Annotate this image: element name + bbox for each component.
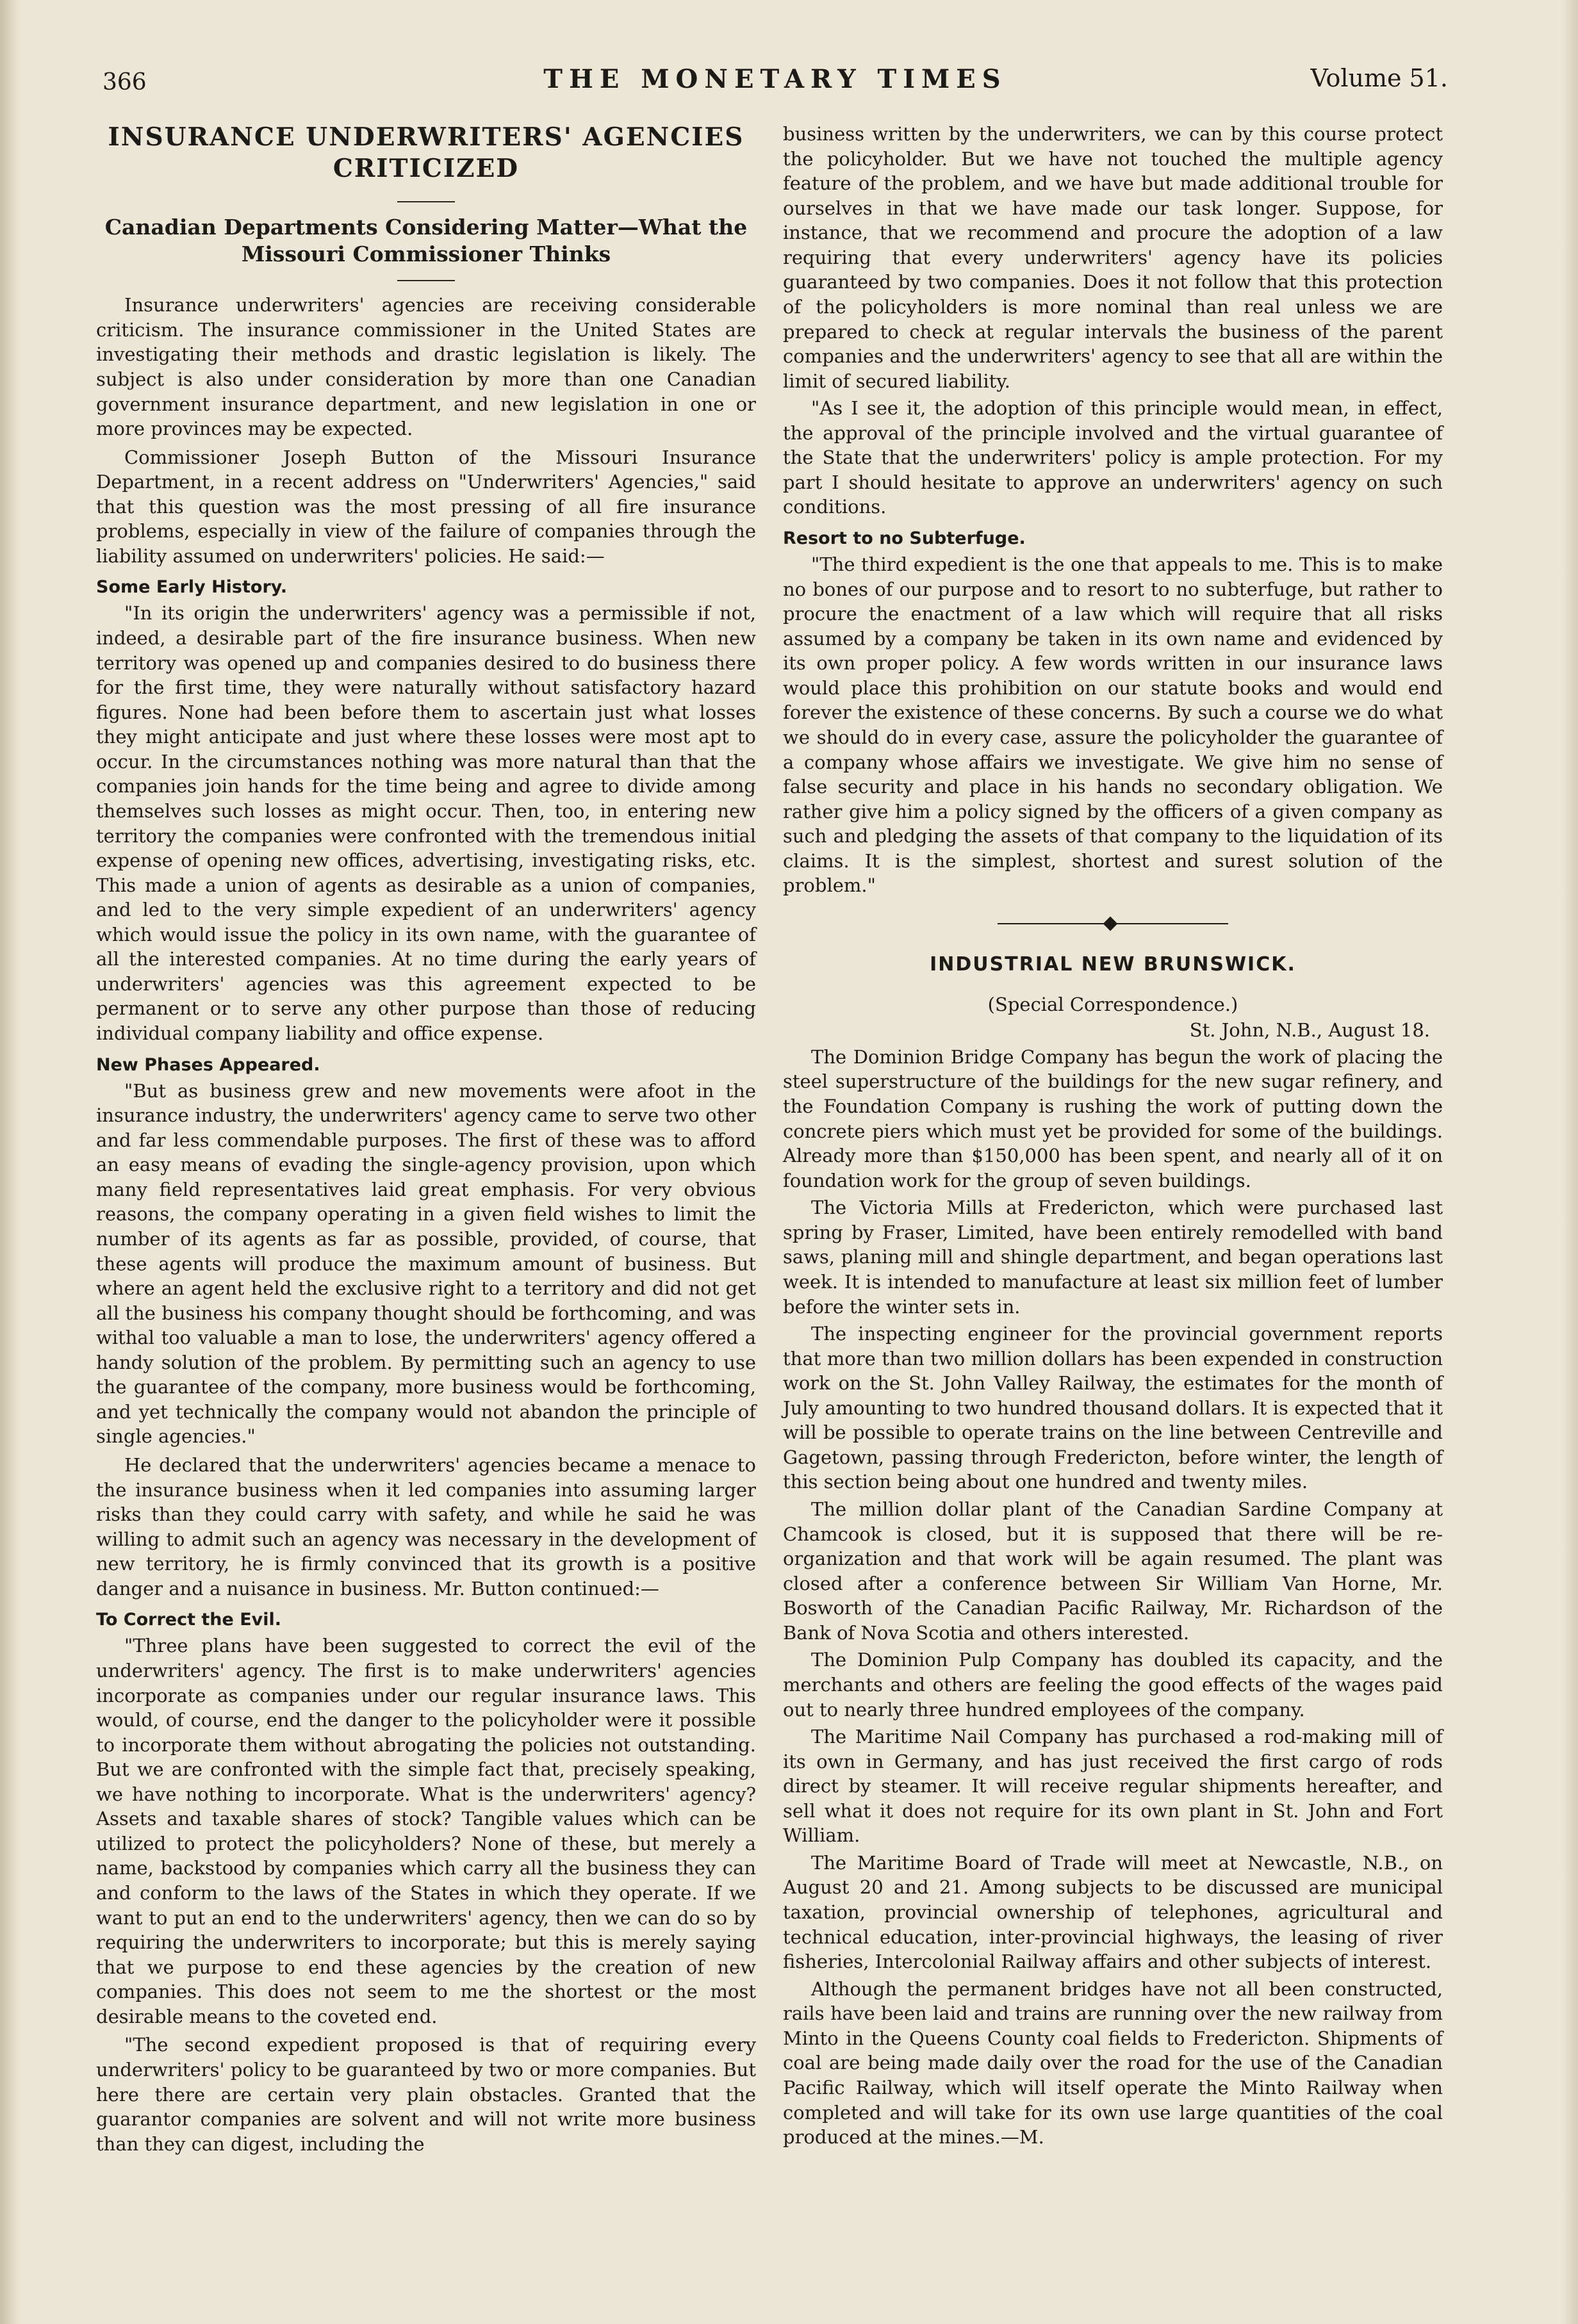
right-column <box>783 122 1443 2152</box>
body-paragraph: "The second expedient proposed is that of requiring every underwriters' policy to be guaranteed by two or more companies. But here there are certain very plain obstacles. Granted that the guarantor companies are solvent and will not write more business than they can digest, including the <box>96 2034 756 2155</box>
body-paragraph: "As I see it, the adoption of this principle would mean, in effect, the approval of the principle involved and the virtual guarantee of the State that the underwriters' policy is ample protection. For my part I should hesitate to approve an underwriters' agency on such conditions. <box>783 397 1443 518</box>
section-heading: Some Early History. <box>96 577 288 598</box>
news-paragraph: The Maritime Board of Trade will meet at Newcastle, N.B., on August 20 and 21. Among subjects to be discussed are municipal taxation, provincial ownership of telephones, agricultural and technical education, inter-provincial highways, the leasing of river fisheries, Intercolonial Railway affairs and other subjects of interest. <box>783 1851 1443 1973</box>
page-edge-left <box>0 0 22 2324</box>
news-paragraph: The million dollar plant of the Canadian Sardine Company at Chamcook is closed, but it is supposed that there will be re-organization and that work will be again resumed. The plant was closed after a conference between Sir William Van Horne, Mr. Bosworth of the Canadian Pacific Railway, Mr. Richardson of the Bank of Nova Scotia and others interested. <box>783 1498 1443 1644</box>
continued-paragraph: business written by the underwriters, we can by this course protect the policyholder. But we have not touched the multiple agency feature of the problem, and we have but made additional trouble for ourselves in that we have made our task longer. Suppose, for instance, that we recommend and procure the adoption of a law requiring that every underwriters' agency have its policies guaranteed by two companies. Does it not follow that this protection of the policyholders is more nominal than real unless we are prepared to check at regular intervals the business of the parent companies and the underwriters' agency to see that all are within the limit of secured liability. <box>783 123 1443 392</box>
dateline: St. John, N.B., August 18. <box>1189 1019 1430 1041</box>
title-rule <box>397 201 455 202</box>
article-title-industrial: INDUSTRIAL NEW BRUNSWICK. <box>930 953 1296 976</box>
intro-paragraph: Commissioner Joseph Button of the Missouri Insurance Department, in a recent address on "Underwriters' Agencies," said that this question was the most pressing of all fire insurance problems, especially in view of the failure of companies through the liability assumed on underwriters' policies. He said:— <box>96 446 756 567</box>
body-paragraph: "Three plans have been suggested to correct the evil of the underwriters' agency. The first is to make underwriters' agencies incorporate as companies under our regular insurance laws. This would, of course, end the danger to the policyholder were it possible to incorporate them without abrogating the policies not outstanding. But we are confronted with the simple fact that, precisely speaking, we have nothing to incorporate. What is the underwriters' agency? Assets and taxable shares of stock? Tangible values which can be utilized to protect the policyholders? None of these, but merely a name, backstood by companies which carry all the business they can and conform to the laws of the States in which they operate. If we want to put an end to the underwriters' agency, then we can do so by requiring the underwriters to incorporate; but this is merely saying that we purpose to end these agencies by the creation of new companies. This does not seem to me the shortest or the most desirable means to the coveted end. <box>96 1635 756 2027</box>
journal-title: THE MONETARY TIMES <box>543 64 1007 94</box>
correspondence-note: (Special Correspondence.) <box>987 993 1238 1015</box>
subtitle-rule <box>397 280 455 281</box>
news-paragraph: The Dominion Bridge Company has begun the work of placing the steel superstructure of the buildings for the new sugar refinery, and the Foundation Company is rushing the work of putting down the concrete piers which must yet be provided for some of the buildings. Already more than $150,000 has been spent, and nearly all of it on foundation work for the group of seven buildings. <box>783 1045 1443 1191</box>
left-column <box>96 122 756 2160</box>
article-title: INSURANCE UNDERWRITERS' AGENCIES CRITICIZED <box>108 122 744 183</box>
body-paragraph: He declared that the underwriters' agencies became a menace to the insurance business when it led companies into assuming larger risks than they could carry with safety, and while he said he was willing to admit such an agency was necessary in the development of new territory, he is firmly convinced that its growth is a positive danger and a nuisance in business. Mr. Button continued:— <box>96 1454 756 1600</box>
news-paragraph: The inspecting engineer for the provincial government reports that more than two million dollars has been expended in construction work on the St. John Valley Railway, the estimates for the month of July amounting to two hundred thousand dollars. It is expected that it will be possible to operate trains on the line between Centreville and Gagetown, passing through Fredericton, before winter, the length of this section being about one hundred and twenty miles. <box>783 1323 1443 1493</box>
news-paragraph: The Maritime Nail Company has purchased a rod-making mill of its own in Germany, and has just received the first cargo of rods direct by steamer. It will receive regular shipments hereafter, and sell what it does not require for its own plant in St. John and Fort William. <box>783 1726 1443 1847</box>
section-heading: Resort to no Subterfuge. <box>783 528 1026 548</box>
article-subtitle: Canadian Departments Considering Matter—What the Missouri Commissioner Thinks <box>104 214 748 267</box>
volume-label: Volume 51. <box>1310 64 1448 92</box>
news-paragraph: The Victoria Mills at Fredericton, which were purchased last spring by Fraser, Limited, have been entirely remodelled with band saws, planing mill and shingle department, and began operations last week. It is intended to manufacture at least six million feet of lumber before the winter sets in. <box>783 1197 1443 1318</box>
page-edge-right <box>1561 0 1578 2324</box>
page-header <box>103 64 1448 102</box>
news-paragraph: Although the permanent bridges have not all been constructed, rails have been laid and trains are running over the new railway from Minto in the Queens County coal fields to Fredericton. Shipments of coal are being made daily over the road for the use of the Canadian Pacific Railway, which will itself operate the Minto Railway when completed and will take for its own use large quantities of the coal produced at the mines.—M. <box>783 1977 1443 2148</box>
body-paragraph: "But as business grew and new movements were afoot in the insurance industry, the underwriters' agency came to serve two other and far less commendable purposes. The first of these was to afford an easy means of evading the single-agency provision, upon which many field representatives laid great emphasis. For very obvious reasons, the company operating in a given field wishes to limit the number of its agents as far as possible, provided, of course, that these agents will produce the maximum amount of business. But where an agent held the exclusive right to a territory and did not get all the business his company thought should be forthcoming, and was withal too valuable a man to lose, the underwriters' agency offered a handy solution of the problem. By permitting such an agency to use the guarantee of the company, more business would be forthcoming, and yet technically the company would not abandon the principle of single agencies." <box>96 1079 756 1448</box>
intro-paragraph: Insurance underwriters' agencies are receiving considerable criticism. The insurance commissioner in the United States are investigating their methods and drastic legislation is likely. The subject is also under consideration by more than one Canadian government insurance department, and new legislation in one or more provinces may be expected. <box>96 294 756 440</box>
news-paragraph: The Dominion Pulp Company has doubled its capacity, and the merchants and others are feeling the good effects of the wages paid out to nearly three hundred employees of the company. <box>783 1649 1443 1721</box>
page-number: 366 <box>103 69 147 95</box>
section-heading: New Phases Appeared. <box>96 1054 320 1075</box>
section-divider-ornament <box>998 920 1228 928</box>
body-paragraph: "In its origin the underwriters' agency was a permissible if not, indeed, a desirable part of the fire insurance business. When new territory was opened up and companies desired to do business there for the first time, they were naturally without satisfactory hazard figures. None had been before them to ascertain just what losses they might anticipate and just where these losses were most apt to occur. In the circumstances nothing was more natural than that the companies join hands for the time being and agree to divide among themselves such losses as might occur. Then, too, in entering new territory the companies were confronted with the tremendous initial expense of opening new offices, advertising, investigating risks, etc. This made a union of agents as desirable as a union of companies, and led to the very simple expedient of an underwriters' agency which would issue the policy in its own name, with the guarantee of all the interested companies. At no time during the early years of underwriters' agencies was this agreement expected to be permanent or to serve any other purpose than those of reducing individual company liability and office expense. <box>96 602 756 1045</box>
body-paragraph: "The third expedient is the one that appeals to me. This is to make no bones of our purpose and to resort to no subterfuge, but rather to procure the enactment of a law which will require that all risks assumed by a company be taken in its own name and evidenced by its own proper policy. A few words written in our insurance laws would place this prohibition on our statute books and would end forever the existence of these concerns. By such a course we do what we should do in every case, assure the policyholder the guarantee of a company whose affairs we investigate. We give him no sense of false security and place in his hands no secondary obligation. We rather give him a policy signed by the officers of a given company as such and pledging the assets of that company to the liquidation of its claims. It is the simplest, shortest and surest solution of the problem." <box>783 553 1443 897</box>
section-heading: To Correct the Evil. <box>96 1610 282 1630</box>
